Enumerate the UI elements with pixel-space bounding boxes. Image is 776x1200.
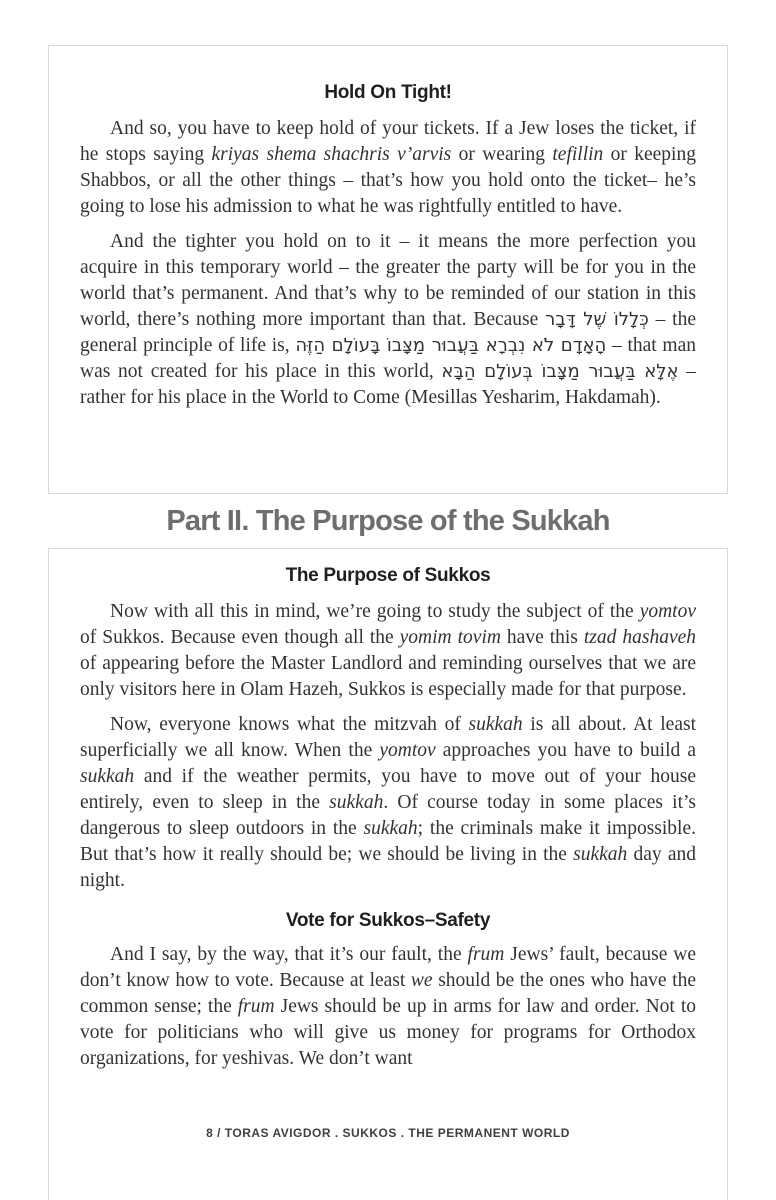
text-run: or keeping Shabbos, or all the other things – that’s how you hold onto the ticket– he’s going to lose his admission to what he was rightfully entitled to have. — [80, 144, 696, 217]
text-run: should be the ones who have the common sense; the — [80, 970, 696, 1017]
text-run: is all about. At least superficially we all know. When the — [80, 714, 696, 761]
text-run: – the general principle of life is, — [80, 309, 697, 356]
italic-run: sukkah — [573, 844, 628, 865]
italic-run: sukkah — [468, 714, 523, 735]
hebrew-run: אֶלָּא בַּעֲבוּר מַצָּבוֹ בְּעוֹלָם הַבָּא — [441, 361, 679, 382]
heading-purpose-of-sukkos: The Purpose of Sukkos — [285, 565, 491, 586]
italic-run: yomim tovim — [399, 627, 501, 648]
text-run: – that man was not created for his place in this world, — [80, 335, 696, 382]
text-run: And the tighter you hold on to it – it means the more perfection you acquire in this temporary world – the greater the party will be for you in the world that’s permanent. And that’s why to be reminded of our station in this world, there’s nothing more important than that. Because — [80, 231, 696, 330]
paragraph-purpose — [80, 599, 696, 703]
text-run: And so, you have to keep hold of your tickets. If a Jew loses the ticket, if he stops saying — [80, 118, 696, 165]
part-title: Part II. The Purpose of the Sukkah — [166, 504, 610, 537]
italic-run: tefillin — [552, 144, 604, 165]
page-footer: 8 / TORAS AVIGDOR . SUKKOS . THE PERMANENT WORLD — [206, 1126, 570, 1140]
italic-run: sukkah — [363, 818, 418, 839]
text-run: Now, everyone knows what the mitzvah of — [110, 714, 469, 735]
text-run: Jews’ fault, because we don’t know how to vote. Because at least — [80, 944, 696, 991]
paragraph-tickets — [80, 116, 696, 220]
paragraph-mitzvah-of-sukkah — [80, 712, 696, 894]
text-run: And I say, by the way, that it’s our fault, the — [110, 944, 468, 965]
italic-run: frum — [467, 944, 505, 965]
text-run: – rather for his place in the World to Come (Mesillas Yesharim, Hakdamah). — [80, 361, 696, 408]
text-run: ; the criminals make it impossible. But that’s how it really should be; we should be living in the — [80, 818, 696, 865]
text-run: and if the weather permits, you have to move out of your house entirely, even to sleep in the — [80, 766, 696, 813]
italic-run: frum — [237, 996, 275, 1017]
italic-run: tzad hashaveh — [583, 627, 697, 648]
part-divider-band — [48, 493, 728, 549]
hebrew-run: כְּלָלוֹ שֶׁל דָּבָר — [545, 309, 649, 330]
text-run: of appearing before the Master Landlord and reminding ourselves that we are only visitors here in Olam Hazeh, Sukkos is especially made for that purpose. — [80, 653, 696, 700]
text-run: Jews should be up in arms for law and order. Not to vote for politicians who will give us money for programs for Orthodox organizations, for yeshivas. We don’t want — [80, 996, 696, 1069]
italic-run: yomtov — [379, 740, 436, 761]
italic-run: sukkah — [80, 766, 135, 787]
heading-hold-on-tight: Hold On Tight! — [324, 82, 452, 103]
text-run: Now with all this in mind, we’re going to study the subject of the — [110, 601, 640, 622]
text-run: approaches you have to build a — [435, 740, 696, 761]
italic-run: yomtov — [639, 601, 696, 622]
text-run: . Of course today in some places it’s dangerous to sleep outdoors in the — [80, 792, 697, 839]
paragraph-vote — [80, 942, 696, 1072]
hebrew-run: הָאָדָם לֹא נִבְרָא בַּעֲבוּר מַצָּבוֹ בָּעוֹלָם הַזֶּה — [295, 335, 607, 356]
section-purpose-of-sukkah — [49, 549, 727, 1119]
paragraph-tighter-hold — [80, 229, 696, 411]
text-run: of Sukkos. Because even though all the — [80, 627, 400, 648]
section-hold-on-tight — [49, 46, 727, 493]
italic-run: kriyas shema shachris v’arvis — [211, 144, 452, 165]
heading-vote-for-sukkos: Vote for Sukkos–Safety — [285, 910, 491, 931]
text-run: or wearing — [451, 144, 553, 165]
text-run: day and night. — [80, 844, 696, 891]
text-run: have this — [500, 627, 584, 648]
italic-run: we — [410, 970, 433, 991]
italic-run: sukkah — [329, 792, 384, 813]
